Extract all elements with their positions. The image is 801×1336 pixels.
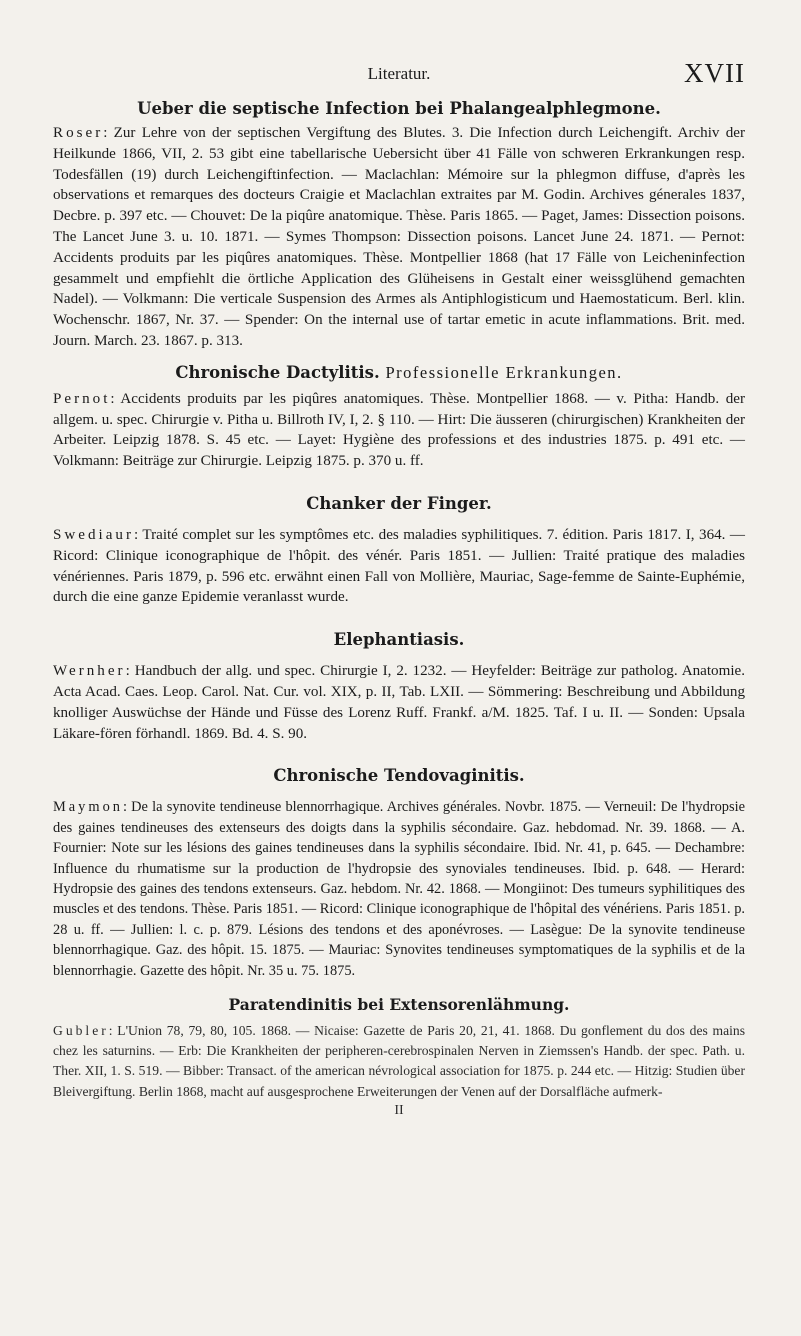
lead-author: Pernot xyxy=(53,390,111,407)
section-finger-chancre xyxy=(53,493,745,608)
bibliography-paragraph xyxy=(53,661,745,744)
bibliography-paragraph xyxy=(53,1021,745,1102)
signature-mark: II xyxy=(394,1102,404,1118)
lead-author: Roser xyxy=(53,125,104,141)
section-heading: Chronische Tendovaginitis. xyxy=(273,766,525,786)
bibliography-paragraph xyxy=(53,797,745,981)
page-content xyxy=(53,98,745,1120)
heading-main: Chronische Dactylitis. xyxy=(175,362,380,382)
section-elephantiasis xyxy=(53,629,745,744)
running-title: Literatur. xyxy=(367,64,431,83)
paragraph-body: : L'Union 78, 79, 80, 105. 1868. — Nicaise: Gazette de Paris 20, 21, 41. 1868. Du gonflement du dos des mains chez les saturnins. — Erb: Die Krankheiten der peripheren-cerebrospinalen Nerven in Ziemssen's Handb. der spec. Path. u. Ther. XII, 1. S. 519. — Bibber: Transact. of the american névrological association for 1875. p. 244 etc. — Hitzig: Studien über Bleivergiftung. Berlin 1868, macht auf ausgesprochene Erweiterungen der Venen auf der Dorsalfläche aufmerk- xyxy=(53,1022,745,1099)
lead-author: Maymon xyxy=(53,799,123,816)
lead-author: Wernher xyxy=(53,663,126,680)
heading-subtitle: Professionelle Erkrankungen. xyxy=(385,362,623,382)
running-head xyxy=(53,58,745,88)
paragraph-body: : Accidents produits par les piqûres anatomiques. Thèse. Montpellier 1868. — v. Pitha: Handb. der allgem. u. spec. Chirurgie v. Pitha u. Billroth IV, I, 2. § 110. — Hirt: Die äusseren (chirurgischen) Krankheiten der Arbeiter. Leipzig 1878. S. 45 etc. — Layet: Hygiène des professions et des industries 1875. p. 491 etc. — Volkmann: Beiträge zur Chirurgie. Leipzig 1875. p. 370 u. ff. xyxy=(53,390,745,470)
lead-author: Swediaur xyxy=(53,526,135,543)
section-septic-infection xyxy=(53,98,745,352)
section-heading: Elephantiasis. xyxy=(333,630,465,650)
lead-author: Gubler xyxy=(53,1022,109,1038)
section-heading: Paratendinitis bei Extensorenlähmung. xyxy=(228,994,570,1014)
section-chronic-dactylitis xyxy=(53,362,745,472)
paragraph-body: : Handbuch der allg. und spec. Chirurgie I, 2. 1232. — Heyfelder: Beiträge zur patholog. Anatomie. Acta Acad. Caes. Leop. Carol. Nat. Cur. vol. XIX, p. II, Tab. LXII. — Sömmering: Beschreibung und Abbildung knolliger Auswüchse der Hände und Füsse des Lorenz Ruff. Frankf. a/M. 1825. Taf. I u. II. — Sonden: Upsala Läkare-fören förhandl. 1869. Bd. 4. S. 90. xyxy=(53,663,745,742)
bibliography-paragraph xyxy=(53,123,745,352)
bibliography-paragraph xyxy=(53,525,745,608)
section-tendovaginitis xyxy=(53,765,745,981)
bibliography-paragraph xyxy=(53,389,745,472)
section-heading: Ueber die septische Infection bei Phalangealphlegmone. xyxy=(137,99,661,118)
paragraph-body: : Zur Lehre von der septischen Vergiftung des Blutes. 3. Die Infection durch Leichengift. Archiv der Heilkunde 1866, VII, 2. 53 gibt eine tabellarische Uebersicht über 41 Fälle von schweren Erkrankungen resp. Todesfällen (19) durch Leichengiftinfection. — Maclachlan: Mémoire sur la phlegmon diffuse, d'après les observations et remarques des docteurs Craigie et Maclachlan extraites par M. Godin. Archives génerales 1837, Decbre. p. 397 etc. — Chouvet: De la piqûre anatomique. Thèse. Paris 1865. — Paget, James: Dissection poisons. The Lancet June 3. u. 10. 1871. — Symes Thompson: Dissection poisons. Lancet June 24. 1871. — Pernot: Accidents produits par les piqûres anatomiques. Thèse. Montpellier 1868 (hat 17 Fälle von Leicheninfection gesammelt und empfiehlt die örtliche Application des Glüheisens in Gestalt einer weissglühend gemachten Nadel). — Volkmann: Die verticale Suspension des Armes als Antiphlogisticum und Haemostaticum. Berl. klin. Wochenschr. 1867, Nr. 37. — Spender: On the internal use of tartar emetic in acute inflammations. Brit. med. Journ. March. 23. 1867. p. 313. xyxy=(53,125,745,349)
section-heading: Chanker der Finger. xyxy=(306,493,492,513)
section-heading xyxy=(53,362,745,384)
section-paratendinitis xyxy=(53,994,745,1120)
paragraph-body: : Traité complet sur les symptômes etc. des maladies syphilitiques. 7. édition. Paris 1817. I, 364. — Ricord: Clinique iconographique de l'hôpit. des vénér. Paris 1851. — Jullien: Traité pratique des maladies vénériennes. Paris 1879, p. 596 etc. erwähnt einen Fall von Mollière, Mauriac, Sage-femme de Sainte-Euphémie, durch die eine ganze Epidemie veranlasst wurde. xyxy=(53,526,745,606)
page-number: XVII xyxy=(684,58,745,88)
paragraph-body: : De la synovite tendineuse blennorrhagique. Archives générales. Novbr. 1875. — Verneuil: De l'hydropsie des gaines tendineuses des extenseurs des doigts dans la syphilis sécondaire. Gaz. hebdomad. Nr. 39. 1868. — A. Fournier: Note sur les lésions des gaines tendineuses dans la syphilis sécondaire. Ibid. Nr. 41, p. 645. — Dechambre: Influence du rhumatisme sur la production de l'hydropsie des synoviales tendineuses. Ibid. p. 648. — Herard: Hydropsie des gaines des tendons extenseurs. Gaz. hebdom. Nr. 42. 1868. — Mongiinot: Des tumeurs syphilitiques des muscles et des tendons. Thèse. Paris 1851. — Ricord: Clinique iconographique de l'hôpital des vénériens. Paris 1851. p. 28 u. ff. — Jullien: l. c. p. 879. Lésions des tendons et des aponévroses. — Lasègue: De la synovite tendineuse blennorrhagique. Gaz. des hôpit. 15. 1875. — Mauriac: Synovites tendineuses symptomatiques de la syphilis et de la blennorrhagie. Gazette des hôpit. Nr. 35 u. 75. 1875. xyxy=(53,799,745,979)
